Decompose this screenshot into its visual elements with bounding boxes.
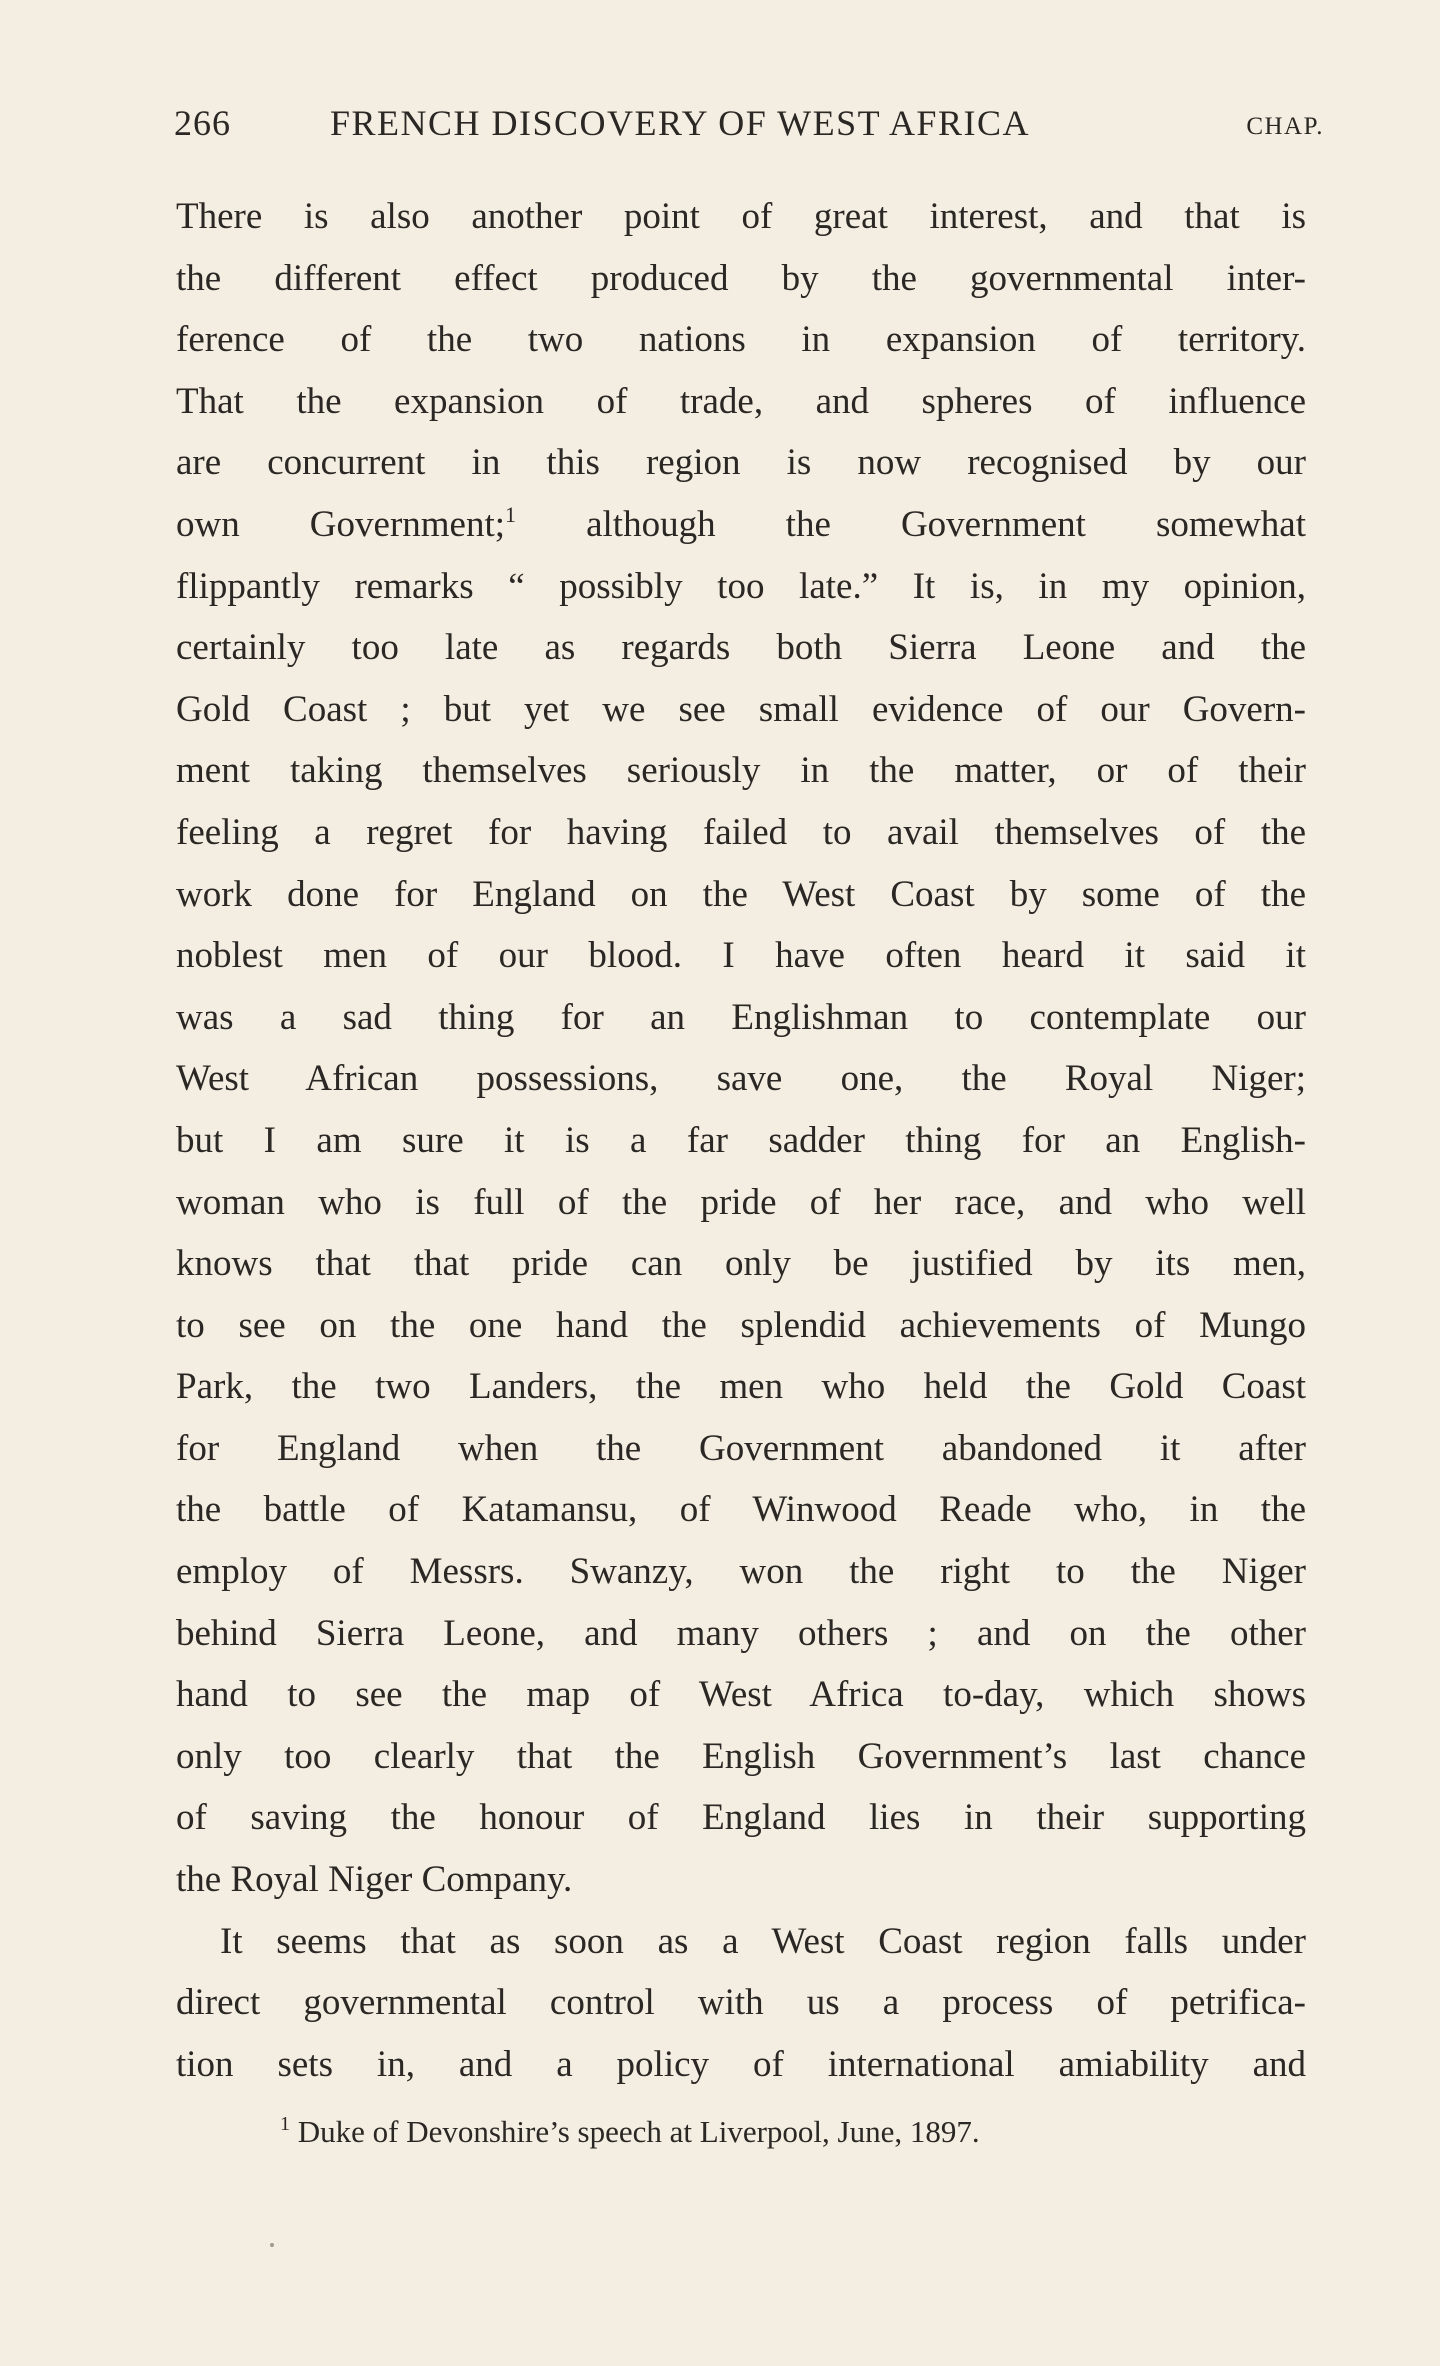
text-line: of saving the honour of England lies in their supporting [176, 1797, 1306, 1839]
footnote-reference[interactable]: 1 [505, 501, 517, 527]
text-line: Gold Coast ; but yet we see small evidence of our Govern- [176, 688, 1306, 730]
text-line: work done for England on the West Coast by some of the [176, 873, 1306, 915]
text-line: the Royal Niger Company. [176, 1859, 573, 1901]
footnote-marker: 1 [280, 2113, 290, 2135]
text-line: There is also another point of great interest, and that is [176, 196, 1306, 237]
text-line: to see on the one hand the splendid achievements of Mungo [176, 1304, 1306, 1346]
chapter-label: CHAP. [1246, 113, 1324, 140]
page-number: 266 [174, 103, 231, 143]
text-line: ference of the two nations in expansion of territory. [176, 319, 1306, 361]
text-line: West African possessions, save one, the Royal Niger; [176, 1058, 1306, 1100]
text-line: flippantly remarks “ possibly too late.” It is, in my opinion, [176, 565, 1306, 607]
running-head [174, 98, 1324, 148]
text-line: noblest men of our blood. I have often heard it said it [176, 935, 1306, 977]
text-line: Park, the two Landers, the men who held the Gold Coast [176, 1366, 1306, 1408]
text-line [176, 494, 1306, 556]
footnote [280, 2110, 980, 2154]
text-line: but I am sure it is a far sadder thing for an English- [176, 1119, 1306, 1161]
footnote-text: Duke of Devonshire’s speech at Liverpool, June, 1897. [290, 2114, 980, 2149]
text-line: hand to see the map of West Africa to-day, which shows [176, 1674, 1306, 1716]
text-line: tion sets in, and a policy of international amiability and [176, 2043, 1306, 2085]
text-line: That the expansion of trade, and spheres of influence [176, 380, 1306, 422]
text-fragment: although the Government somewhat [516, 503, 1306, 545]
text-line: ment taking themselves seriously in the matter, or of their [176, 750, 1306, 792]
text-line: for England when the Government abandoned it after [176, 1427, 1306, 1469]
text-line: behind Sierra Leone, and many others ; and on the other [176, 1612, 1306, 1654]
text-line: certainly too late as regards both Sierra Leone and the [176, 627, 1306, 669]
text-line: the battle of Katamansu, of Winwood Reade who, in the [176, 1489, 1306, 1531]
text-line: woman who is full of the pride of her race, and who well [176, 1181, 1306, 1223]
text-line: employ of Messrs. Swanzy, won the right to the Niger [176, 1551, 1306, 1593]
running-title: FRENCH DISCOVERY OF WEST AFRICA [330, 103, 1030, 143]
paragraph [176, 186, 1306, 1911]
paragraph [176, 1911, 1306, 2096]
text-line: was a sad thing for an Englishman to contemplate our [176, 996, 1306, 1038]
text-line: only too clearly that the English Government’s last chance [176, 1735, 1306, 1777]
text-line: knows that that pride can only be justified by its men, [176, 1243, 1306, 1285]
body-text [176, 186, 1306, 2095]
text-line: the different effect produced by the governmental inter- [176, 257, 1306, 299]
paper-speck [270, 2243, 274, 2247]
text-line: are concurrent in this region is now recognised by our [176, 442, 1306, 484]
text-line: direct governmental control with us a process of petrifica- [176, 1982, 1306, 2024]
text-line: feeling a regret for having failed to avail themselves of the [176, 811, 1306, 853]
text-fragment: own Government; [176, 503, 506, 545]
text-line: It seems that as soon as a West Coast region falls under [220, 1920, 1306, 1962]
